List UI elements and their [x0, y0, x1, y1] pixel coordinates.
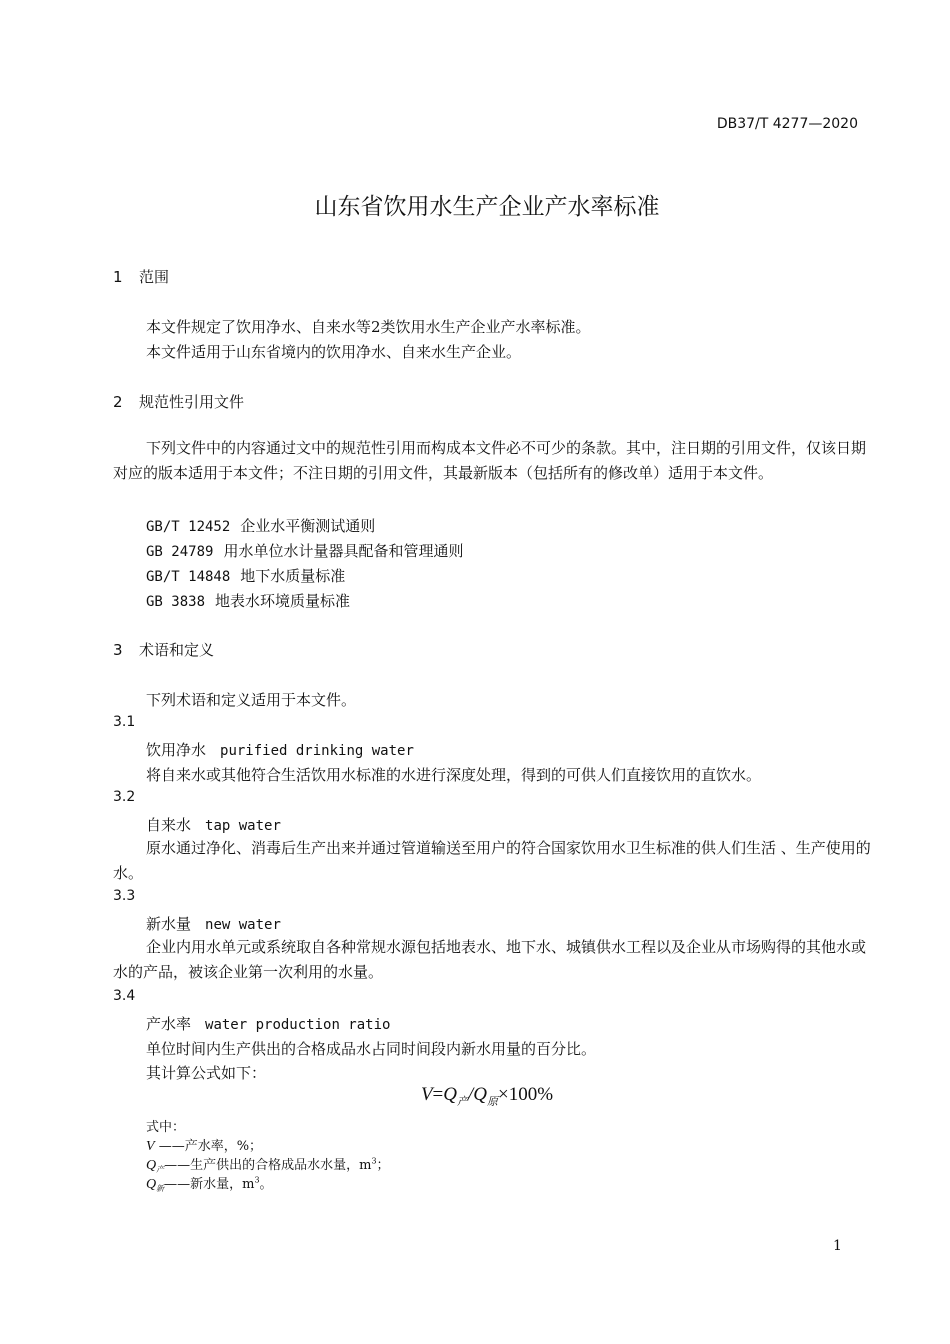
reference-title: 地表水环境质量标准: [215, 592, 351, 610]
section-title: 范围: [139, 268, 170, 286]
calc-intro: 其计算公式如下：: [146, 1064, 267, 1082]
term-en: tap water: [205, 818, 281, 834]
term-cn: 自来水: [146, 816, 192, 834]
variable-row: [146, 1135, 262, 1155]
section-number: 3: [113, 641, 123, 659]
section-number: 1: [113, 268, 123, 286]
term-number: 3.2: [113, 789, 136, 805]
reference-title: 用水单位水计量器具配备和管理通则: [223, 542, 464, 560]
variable-symbol: Q: [146, 1158, 157, 1173]
page-number: 1: [833, 1238, 842, 1254]
section-2-heading: [113, 391, 244, 412]
section-title: 术语和定义: [139, 641, 215, 659]
term-definition: 原水通过净化、消毒后生产出来并通过管道输送至用户的符合国家饮用水卫生标准的供人们生活 、生产使用的水。: [113, 839, 871, 882]
variable-sup: 3: [254, 1175, 260, 1185]
reference-title: 企业水平衡测试通则: [240, 517, 376, 535]
term-en: new water: [205, 917, 281, 933]
variable-symbol: Q: [146, 1177, 157, 1192]
reference-item: [146, 590, 350, 611]
variable-sup: 3: [371, 1156, 377, 1166]
term-number: 3.1: [113, 714, 136, 730]
term-en: water production ratio: [205, 1017, 391, 1033]
paragraph: 本文件规定了饮用净水、自来水等2类饮用水生产企业产水率标准。: [146, 318, 591, 336]
formula-slash: /: [468, 1084, 474, 1105]
variable-sub: 产: [156, 1165, 165, 1174]
term-entry: [146, 814, 281, 835]
section-3-heading: [113, 639, 214, 660]
reference-code: GB/T 14848: [146, 569, 231, 585]
term-cn: 新水量: [146, 915, 192, 933]
formula-q1-sub: 产: [457, 1096, 468, 1108]
term-entry: [146, 1013, 390, 1034]
standard-code: DB37/T 4277—2020: [716, 116, 858, 132]
term-number: 3.3: [113, 888, 136, 904]
variable-row: [146, 1154, 390, 1175]
term-cn: 饮用净水: [146, 741, 207, 759]
reference-code: GB/T 12452: [146, 519, 231, 535]
variable-desc: ——产水率，%；: [158, 1139, 263, 1154]
section-title: 规范性引用文件: [139, 393, 245, 411]
term-definition: 将自来水或其他符合生活饮用水标准的水进行深度处理，得到的可供人们直接饮用的直饮水。: [146, 766, 762, 784]
variable-row: [146, 1173, 273, 1194]
formula: [0, 1084, 950, 1109]
term-definition: 企业内用水单元或系统取自各种常规水源包括地表水、地下水、城镇供水工程以及企业从市场购得的其他水或水的产品，被该企业第一次利用的水量。: [113, 938, 867, 981]
formula-tail: ×100%: [498, 1084, 554, 1105]
paragraph: 下列文件中的内容通过文中的规范性引用而构成本文件必不可少的条款。其中，注日期的引用文件，仅该日期对应的版本适用于本文件；不注日期的引用文件，其最新版本（包括所有的修改单）适用于本文件。: [113, 439, 867, 482]
formula-eq: =: [432, 1084, 444, 1105]
reference-item: [146, 565, 345, 586]
formula-lhs: V: [420, 1084, 433, 1105]
term-definition: 单位时间内生产供出的合格成品水占同时间段内新水用量的百分比。: [146, 1040, 597, 1058]
formula-q1: Q: [443, 1084, 457, 1105]
formula-q2-sub: 原: [487, 1096, 499, 1108]
term-en: purified drinking water: [220, 743, 414, 759]
section-number: 2: [113, 393, 123, 411]
reference-code: GB 3838: [146, 594, 206, 610]
variable-symbol: V: [146, 1139, 155, 1154]
variable-desc: ——生产供出的合格成品水水量，m: [164, 1158, 372, 1173]
paragraph: 下列术语和定义适用于本文件。: [146, 691, 357, 709]
variable-desc: ——新水量，m: [164, 1177, 255, 1192]
paragraph: 本文件适用于山东省境内的饮用净水、自来水生产企业。: [146, 343, 522, 361]
variable-end: 。: [259, 1177, 273, 1192]
term-number: 3.4: [113, 988, 136, 1004]
reference-title: 地下水质量标准: [240, 567, 346, 585]
variable-end: ；: [376, 1158, 390, 1173]
reference-item: [146, 540, 463, 561]
reference-item: [146, 515, 375, 536]
variable-sub: 新: [156, 1184, 165, 1193]
document-title: 山东省饮用水生产企业产水率标准: [314, 194, 660, 220]
section-1-heading: [113, 266, 169, 287]
where-label: 式中：: [146, 1120, 186, 1135]
term-entry: [146, 913, 281, 934]
reference-code: GB 24789: [146, 544, 214, 560]
formula-q2: Q: [473, 1084, 488, 1105]
term-entry: [146, 739, 414, 760]
term-cn: 产水率: [146, 1015, 192, 1033]
